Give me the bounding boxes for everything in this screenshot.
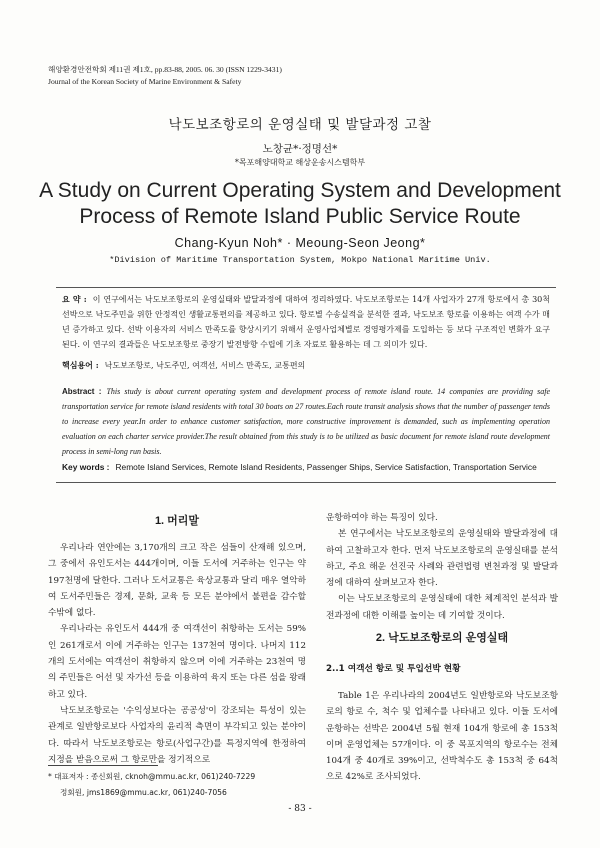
right-paragraph-0: 운항하여야 하는 특징이 있다. [326,513,438,523]
section-2-heading: 2. 낙도보조항로의 운영실태 [375,632,509,644]
footnote-rule [48,765,158,766]
left-paragraph-1: 우리나라 연안에는 3,170개의 크고 작은 섬들이 산재해 있으며, 그 중에서 유인도서는 444개이며, 이들 도서에 거주하는 인구는 약 197천명에 달한다. 그러나 도서교통은 육상교통과 달리 매우 열악하여 도서주민들은 경제, 문화, 교육 등 모든 분야에서 불편을 감수할 수밖에 없다. [48,543,306,619]
english-keywords-text: Remote Island Services, Remote Island Residents, Passenger Ships, Service Satisfaction, Transportation Service [115,462,537,472]
english-affiliation: *Division of Maritime Transportation System, Mokpo National Maritime Univ. [109,255,491,265]
top-divider [56,287,556,288]
summary-label: 요 약 : [62,294,87,304]
korean-keywords-text: 낙도보조항로, 낙도주민, 여객선, 서비스 만족도, 교통편의 [104,361,306,370]
footnote-line-1: * 대표저자 : 종신회원, cknoh@mmu.ac.kr, 061)240-7229 [48,772,256,781]
journal-header [48,64,282,88]
left-column-body [48,540,306,768]
right-paragraph-3: Table 1은 우리나라의 2004년도 일반항로와 낙도보조항로의 항로 수, 척수 및 업체수를 나타내고 있다. 이들 도서에 운항하는 선박은 2004년 5월 현재 104개 항로에 총 153척이며 운영업체는 57개이다. 이 중 목포지역의 항로수는 전체 104개 중 40개로 39%이고, 선박척수도 총 153척 중 64척으로 42%로 조사되었다. [326,691,558,783]
korean-summary [62,292,550,352]
right-column-top [326,510,558,624]
right-paragraph-2: 이는 낙도보조항로의 운영실태에 대한 체계적인 분석과 발전과정에 대한 이해를 높이는 데 기여할 것이다. [326,594,558,621]
subsection-2-1-heading: 2..1 여객선 항로 및 투입선박 현황 [326,664,461,674]
footnote-line-2: 정회원, jms1869@mmu.ac.kr, 061)240-7056 [60,788,227,797]
left-paragraph-2: 우리나라는 유인도서 444개 중 여객선이 취항하는 도서는 59%인 261개로서 이에 거주하는 인구는 137천여 명이다. 나머지 112개의 도서에는 여객선이 취항하지 않으며 이에 거주하는 23천여 명의 주민들은 어선 및 자가선 등을 이용하여 육지 또는 다른 섬을 왕래하고 있다. [48,624,306,700]
right-column-bottom [326,688,558,786]
journal-name: Journal of the Korean Society of Marine Environment & Safety [48,77,242,86]
abstract-label: Abstract : [62,387,102,396]
bottom-divider [56,482,556,483]
journal-citation: 해양환경안전학회 제11권 제1호, pp.83-88, 2005. 06. 30 (ISSN 1229-3431) [48,65,282,74]
section-1-heading: 1. 머리말 [154,515,200,527]
korean-keywords-label: 핵심용어 : [62,360,99,370]
english-abstract [62,384,550,459]
korean-keywords [62,358,550,373]
abstract-text: This study is about current operating system and development process of remote island route. 14 companies are providing safe transportation service for remote island residents with total 30 boats on 27 routes.Each route transit analysis shows that the number of passenger tends to increase every year.In order to enhance customer satisfaction, more constructive improvement is demanded, such as implementing operation evaluation on each charter service provider.The result obtained from this study is to be utilized as basic document for remote island route development process in semi-long run basis. [62,387,551,456]
korean-authors: 노창균*·정명선* [262,143,338,155]
summary-text: 이 연구에서는 낙도보조항로의 운영실태와 발달과정에 대하여 정리하였다. 낙도보조항로는 14개 사업자가 27개 항로에서 총 30척 선박으로 낙도주민을 위한 안정적인 생활교통편의를 제공하고 있다. 항로별 수송실적을 분석한 결과, 낙도보조 항로를 이용하는 여객 수가 매년 증가하고 있다. 선박 이용자의 서비스 만족도를 향상시키기 위해서 운영사업체별로 경영평가제를 도입하는 등 보다 구조적인 변화가 요구된다. 이 연구의 결과들은 낙도보조항로 중장기 발전방향 수립에 기초 자료로 활용하는 데 그 의미가 있다. [62,295,550,349]
english-title-line-2: Process of Remote Island Public Service Route [79,205,521,228]
left-paragraph-3: 낙도보조항로는 '수익성보다는 공공성'이 강조되는 특성이 있는 관계로 일반항로보다 사업자의 윤리적 측면이 부각되고 있는 분야이다. 따라서 낙도보조항로는 항로(사업구간)를 특정지역에 한정하여 지정을 받음으로써 그 항로만을 정기적으로 [48,705,306,765]
korean-title: 낙도보조항로의 운영실태 및 발달과정 고찰 [168,117,432,133]
korean-affiliation: *목포해양대학교 해상운송시스템학부 [234,158,366,167]
english-title [0,178,600,230]
page-number: - 83 - [288,804,312,814]
right-paragraph-1: 본 연구에서는 낙도보조항로의 운영실태와 발달과정에 대하여 고찰하고자 한다. 먼저 낙도보조항로의 운영실태를 분석하고, 주요 해운 선진국 사례와 관련법령 변천과정 및 발달과정에 대하여 살펴보고자 한다. [326,529,558,589]
footnote [48,769,308,801]
english-keywords [62,462,572,472]
english-keywords-label: Key words : [62,462,110,472]
english-title-line-1: A Study on Current Operating System and Development [39,179,561,202]
english-authors: Chang-Kyun Noh* · Meoung-Seon Jeong* [174,236,426,250]
